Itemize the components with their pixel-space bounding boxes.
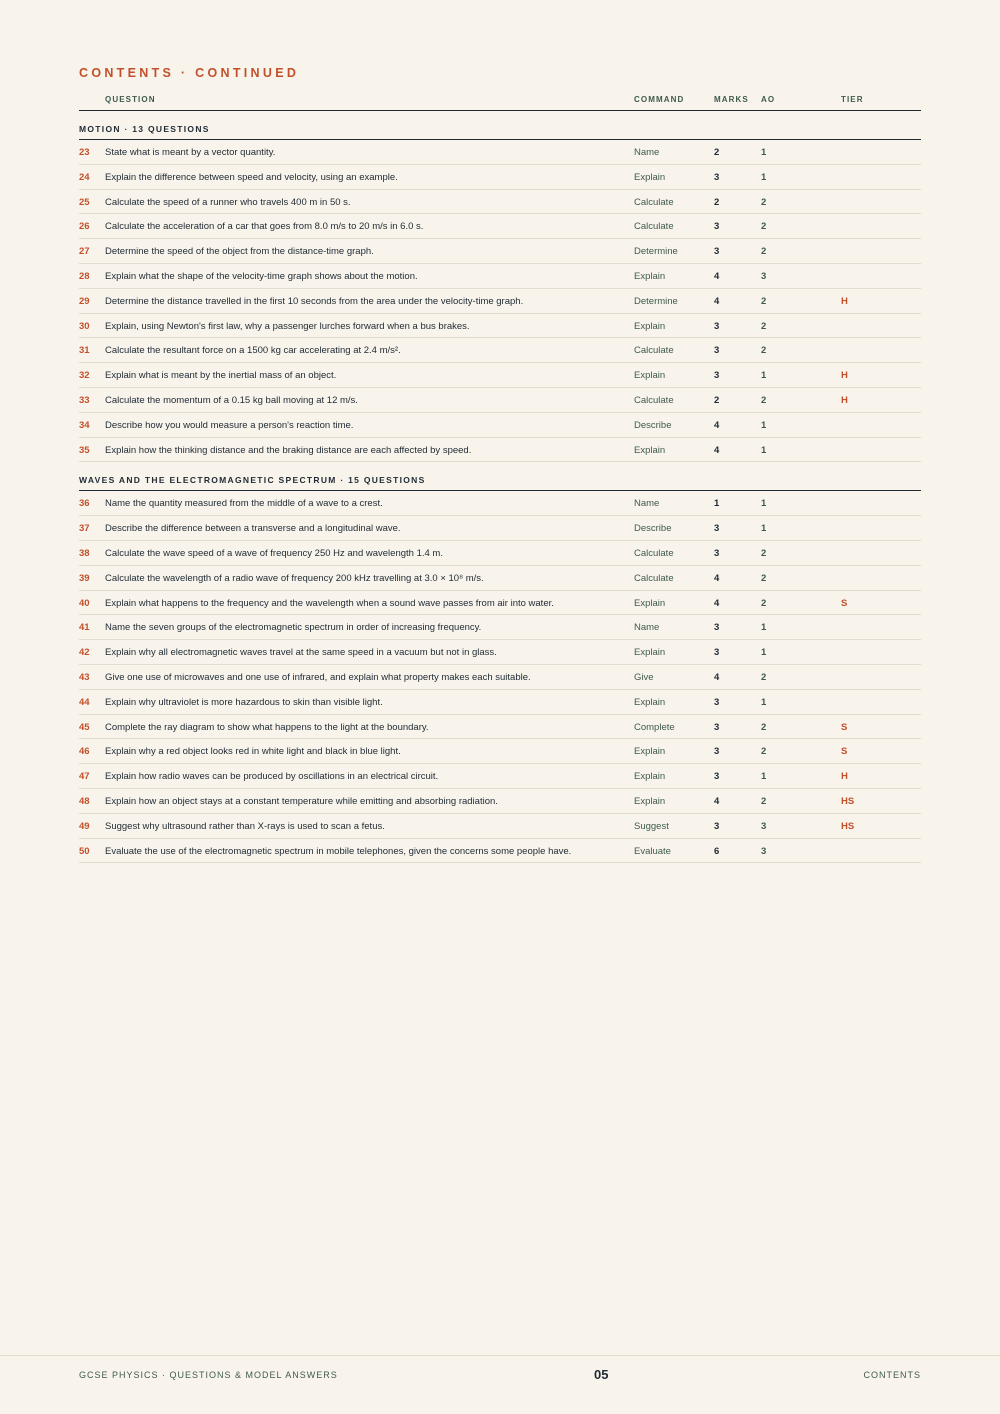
marks-value: 3 <box>714 721 720 733</box>
ao-value: 3 <box>761 270 767 282</box>
table-row <box>79 264 921 289</box>
section-header <box>79 111 921 140</box>
question-number: 33 <box>79 394 90 406</box>
question-text: Explain what the shape of the velocity-time graph shows about the motion. <box>105 270 418 282</box>
marks-value: 3 <box>714 746 720 758</box>
question-text: Explain what happens to the frequency and the wavelength when a sound wave passes from air into water. <box>105 597 554 609</box>
marks-value: 4 <box>714 419 720 431</box>
question-text: Explain why a red object looks red in white light and black in blue light. <box>105 746 401 758</box>
question-number: 27 <box>79 246 90 258</box>
table-row <box>79 438 921 463</box>
marks-value: 3 <box>714 221 720 233</box>
table-row <box>79 516 921 541</box>
table-row <box>79 640 921 665</box>
question-text: State what is meant by a vector quantity. <box>105 147 276 158</box>
command-word: Explain <box>634 795 666 807</box>
marks-value: 2 <box>714 394 720 406</box>
command-word: Name <box>634 622 660 634</box>
command-word: Calculate <box>634 547 674 559</box>
question-text: Name the quantity measured from the middle of a wave to a crest. <box>105 498 383 510</box>
command-word: Give <box>634 671 654 683</box>
ao-value: 1 <box>761 444 767 456</box>
question-number: 43 <box>79 671 90 683</box>
question-number: 42 <box>79 647 90 659</box>
ao-value: 2 <box>761 196 767 208</box>
column-header-question: QUESTION <box>105 95 156 104</box>
column-header-row <box>79 92 921 111</box>
page-number: 05 <box>594 1367 609 1382</box>
marks-value: 4 <box>714 671 720 683</box>
command-word: Explain <box>634 320 666 332</box>
question-text: Determine the distance travelled in the first 10 seconds from the area under the velocity-time graph. <box>105 295 524 307</box>
table-row <box>79 239 921 264</box>
footer-section: CONTENTS <box>863 1370 921 1380</box>
ao-value: 1 <box>761 147 767 158</box>
command-word: Explain <box>634 444 666 456</box>
question-number: 25 <box>79 196 90 208</box>
marks-value: 3 <box>714 622 720 634</box>
question-text: Calculate the acceleration of a car that goes from 8.0 m/s to 20 m/s in 6.0 s. <box>105 221 424 233</box>
table-row <box>79 715 921 740</box>
table-row <box>79 690 921 715</box>
ao-value: 2 <box>761 295 767 307</box>
question-number: 37 <box>79 523 90 535</box>
table-row <box>79 615 921 640</box>
marks-value: 3 <box>714 370 720 382</box>
table-row <box>79 338 921 363</box>
ao-value: 1 <box>761 523 767 535</box>
marks-value: 4 <box>714 295 720 307</box>
question-number: 44 <box>79 696 90 708</box>
ao-value: 1 <box>761 171 767 183</box>
question-text: Complete the ray diagram to show what happens to the light at the boundary. <box>105 721 429 733</box>
ao-value: 2 <box>761 795 767 807</box>
command-word: Calculate <box>634 221 674 233</box>
question-number: 23 <box>79 147 90 158</box>
marks-value: 4 <box>714 270 720 282</box>
question-number: 40 <box>79 597 90 609</box>
command-word: Explain <box>634 771 666 783</box>
marks-value: 1 <box>714 498 720 510</box>
question-text: Calculate the resultant force on a 1500 kg car accelerating at 2.4 m/s². <box>105 345 401 357</box>
question-number: 35 <box>79 444 90 456</box>
ao-value: 3 <box>761 845 767 857</box>
command-word: Calculate <box>634 394 674 406</box>
section-title: MOTION · 13 QUESTIONS <box>79 124 210 134</box>
table-row <box>79 314 921 339</box>
column-header-marks: MARKS <box>714 95 749 104</box>
marks-value: 4 <box>714 795 720 807</box>
table-row <box>79 413 921 438</box>
question-text: Explain, using Newton's first law, why a passenger lurches forward when a bus brakes. <box>105 320 470 332</box>
table-row <box>79 764 921 789</box>
marks-value: 3 <box>714 820 720 832</box>
table-row <box>79 814 921 839</box>
ao-value: 1 <box>761 370 767 382</box>
ao-value: 2 <box>761 394 767 406</box>
question-number: 28 <box>79 270 90 282</box>
question-text: Calculate the wave speed of a wave of frequency 250 Hz and wavelength 1.4 m. <box>105 547 443 559</box>
question-number: 24 <box>79 171 90 183</box>
marks-value: 3 <box>714 320 720 332</box>
marks-value: 2 <box>714 196 720 208</box>
command-word: Explain <box>634 270 666 282</box>
question-text: Explain why ultraviolet is more hazardous to skin than visible light. <box>105 696 383 708</box>
command-word: Describe <box>634 419 672 431</box>
question-text: Calculate the wavelength of a radio wave of frequency 200 kHz travelling at 3.0 × 10⁸ m/s. <box>105 572 484 584</box>
marks-value: 4 <box>714 572 720 584</box>
command-word: Suggest <box>634 820 669 832</box>
table-row <box>79 591 921 616</box>
question-text: Explain how radio waves can be produced by oscillations in an electrical circuit. <box>105 771 439 783</box>
command-word: Determine <box>634 295 678 307</box>
command-word: Explain <box>634 370 666 382</box>
question-text: Explain what is meant by the inertial mass of an object. <box>105 370 337 382</box>
tier-value: S <box>841 746 848 758</box>
ao-value: 2 <box>761 246 767 258</box>
question-number: 31 <box>79 345 90 357</box>
question-text: Determine the speed of the object from the distance-time graph. <box>105 246 374 258</box>
table-row <box>79 388 921 413</box>
command-word: Describe <box>634 523 672 535</box>
ao-value: 1 <box>761 419 767 431</box>
question-text: Calculate the speed of a runner who travels 400 m in 50 s. <box>105 196 351 208</box>
table-row <box>79 665 921 690</box>
command-word: Complete <box>634 721 675 733</box>
ao-value: 1 <box>761 771 767 783</box>
section-header <box>79 462 921 491</box>
page-title: CONTENTS · CONTINUED <box>79 66 300 80</box>
command-word: Calculate <box>634 572 674 584</box>
table-row <box>79 165 921 190</box>
question-number: 46 <box>79 746 90 758</box>
question-text: Explain how an object stays at a constant temperature while emitting and absorbing radiation. <box>105 795 498 807</box>
tier-value: S <box>841 721 848 733</box>
table-row <box>79 839 921 864</box>
table-row <box>79 289 921 314</box>
marks-value: 4 <box>714 444 720 456</box>
table-row <box>79 541 921 566</box>
ao-value: 2 <box>761 572 767 584</box>
table-row <box>79 789 921 814</box>
marks-value: 3 <box>714 523 720 535</box>
tier-value: HS <box>841 820 855 832</box>
question-text: Name the seven groups of the electromagnetic spectrum in order of increasing frequency. <box>105 622 482 634</box>
table-row <box>79 190 921 215</box>
table-row <box>79 214 921 239</box>
question-number: 30 <box>79 320 90 332</box>
question-text: Describe the difference between a transverse and a longitudinal wave. <box>105 523 401 535</box>
question-number: 45 <box>79 721 90 733</box>
command-word: Name <box>634 147 660 158</box>
question-number: 41 <box>79 622 90 634</box>
question-number: 29 <box>79 295 90 307</box>
question-number: 48 <box>79 795 90 807</box>
ao-value: 2 <box>761 597 767 609</box>
marks-value: 3 <box>714 647 720 659</box>
sections-container <box>79 111 921 863</box>
question-text: Give one use of microwaves and one use of infrared, and explain what property makes each suitable. <box>105 671 531 683</box>
marks-value: 2 <box>714 147 720 158</box>
marks-value: 3 <box>714 696 720 708</box>
page-footer <box>0 1355 1000 1414</box>
ao-value: 2 <box>761 320 767 332</box>
table-row <box>79 140 921 165</box>
column-header-tier: TIER <box>841 95 864 104</box>
command-word: Name <box>634 498 660 510</box>
command-word: Explain <box>634 647 666 659</box>
command-word: Explain <box>634 696 666 708</box>
question-number: 50 <box>79 845 90 857</box>
column-header-command: COMMAND <box>634 95 685 104</box>
command-word: Determine <box>634 246 678 258</box>
question-number: 47 <box>79 771 90 783</box>
ao-value: 1 <box>761 622 767 634</box>
question-text: Explain why all electromagnetic waves travel at the same speed in a vacuum but not in glass. <box>105 647 497 659</box>
question-number: 39 <box>79 572 90 584</box>
tier-value: H <box>841 295 848 307</box>
question-number: 26 <box>79 221 90 233</box>
ao-value: 1 <box>761 696 767 708</box>
question-number: 36 <box>79 498 90 510</box>
tier-value: HS <box>841 795 855 807</box>
ao-value: 2 <box>761 345 767 357</box>
section-title: WAVES AND THE ELECTROMAGNETIC SPECTRUM · 15 QUESTIONS <box>79 475 426 486</box>
question-number: 32 <box>79 370 90 382</box>
marks-value: 3 <box>714 771 720 783</box>
table-row <box>79 363 921 388</box>
marks-value: 6 <box>714 845 720 857</box>
question-text: Calculate the momentum of a 0.15 kg ball moving at 12 m/s. <box>105 394 358 406</box>
question-text: Suggest why ultrasound rather than X-rays is used to scan a fetus. <box>105 820 385 832</box>
column-header-ao: AO <box>761 95 776 104</box>
tier-value: H <box>841 771 848 783</box>
table-row <box>79 491 921 516</box>
tier-value: H <box>841 394 848 406</box>
ao-value: 2 <box>761 547 767 559</box>
marks-value: 3 <box>714 246 720 258</box>
question-number: 49 <box>79 820 90 832</box>
command-word: Calculate <box>634 196 674 208</box>
marks-value: 3 <box>714 345 720 357</box>
marks-value: 3 <box>714 547 720 559</box>
question-number: 34 <box>79 419 90 431</box>
ao-value: 2 <box>761 721 767 733</box>
ao-value: 3 <box>761 820 767 832</box>
table-row <box>79 566 921 591</box>
footer-title: GCSE PHYSICS · QUESTIONS & MODEL ANSWERS <box>79 1370 338 1380</box>
ao-value: 1 <box>761 647 767 659</box>
command-word: Evaluate <box>634 845 671 857</box>
command-word: Explain <box>634 597 666 609</box>
tier-value: H <box>841 370 848 382</box>
ao-value: 1 <box>761 498 767 510</box>
ao-value: 2 <box>761 746 767 758</box>
command-word: Calculate <box>634 345 674 357</box>
ao-value: 2 <box>761 221 767 233</box>
tier-value: S <box>841 597 848 609</box>
question-text: Explain the difference between speed and velocity, using an example. <box>105 171 398 183</box>
marks-value: 4 <box>714 597 720 609</box>
table-row <box>79 739 921 764</box>
question-text: Explain how the thinking distance and the braking distance are each affected by speed. <box>105 444 472 456</box>
question-number: 38 <box>79 547 90 559</box>
contents-table <box>79 92 921 863</box>
question-text: Describe how you would measure a person's reaction time. <box>105 419 354 431</box>
command-word: Explain <box>634 746 666 758</box>
command-word: Explain <box>634 171 666 183</box>
marks-value: 3 <box>714 171 720 183</box>
ao-value: 2 <box>761 671 767 683</box>
question-text: Evaluate the use of the electromagnetic spectrum in mobile telephones, given the concerns some people have. <box>105 845 572 857</box>
